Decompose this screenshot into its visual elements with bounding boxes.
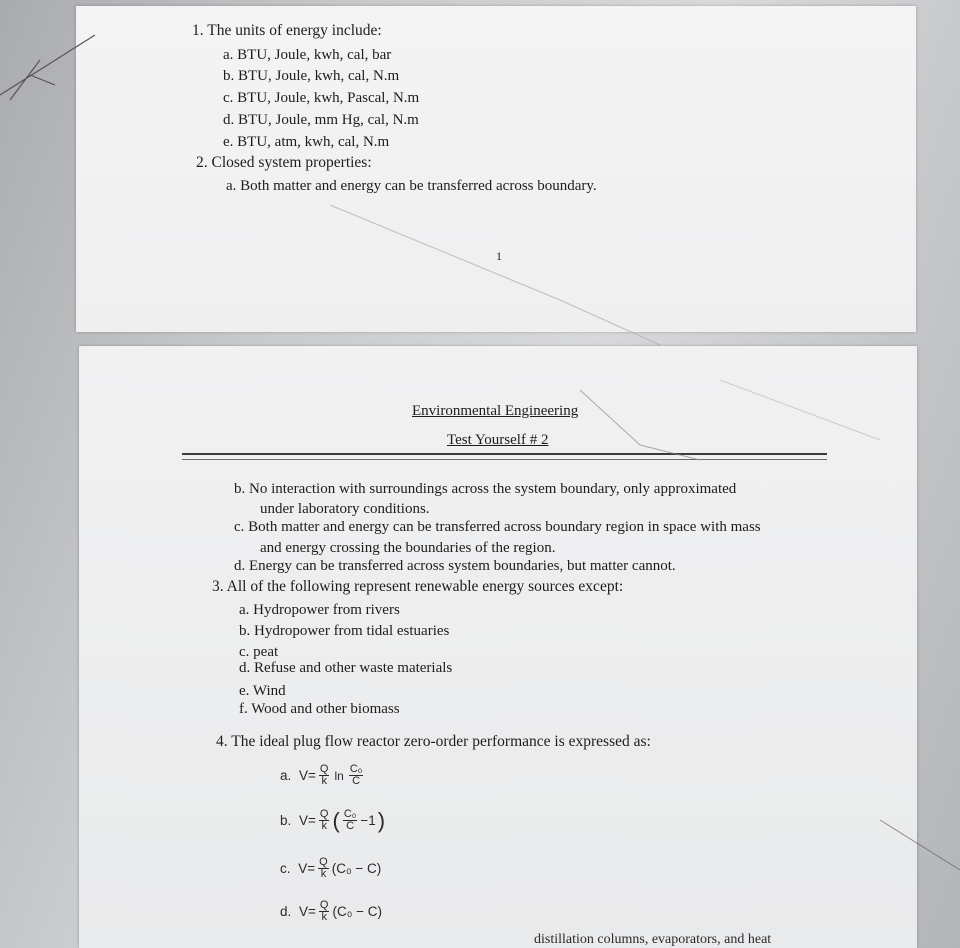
page-subtitle: Test Yourself # 2 (447, 432, 549, 448)
q3-option-a: a. Hydropower from rivers (239, 602, 400, 618)
q1-stem: 1. The units of energy include: (192, 22, 382, 39)
q3-stem: 3. All of the following represent renewable energy sources except: (212, 578, 624, 595)
header-rule-thin (182, 459, 827, 460)
q3-option-e: e. Wind (239, 683, 286, 699)
q3-option-c: c. peat (239, 644, 279, 660)
q2-option-d: d. Energy can be transferred across system boundaries, but matter cannot. (234, 558, 676, 574)
q1-option-c: c. BTU, Joule, kwh, Pascal, N.m (223, 90, 420, 106)
q2-stem: 2. Closed system properties: (196, 154, 372, 171)
q4-formula-b: b. V= $\frac{Q}{k}$ ( $\frac{\text{C₀}}{C}$ −1 ) (280, 807, 386, 833)
q3-option-d: d. Refuse and other waste materials (239, 660, 453, 676)
q4-formula-a: a. V= $\frac{Q}{k}$ ln $\frac{\text{C₀}}{C}$ (280, 763, 363, 787)
exam-page-1 (76, 6, 916, 332)
q2-option-b: b. No interaction with surroundings across the system boundary, only approximated (234, 481, 737, 497)
page-number: 1 (496, 249, 502, 263)
cut-off-text: distillation columns, evaporators, and heat (534, 932, 772, 947)
q2-option-b-cont: under laboratory conditions. (260, 501, 430, 517)
q4-stem: 4. The ideal plug flow reactor zero-order performance is expressed as: (216, 733, 651, 750)
q1-option-a: a. BTU, Joule, kwh, cal, bar (223, 47, 392, 63)
header-rule-thick (182, 453, 827, 455)
q3-option-b: b. Hydropower from tidal estuaries (239, 623, 450, 639)
q1-option-e: e. BTU, atm, kwh, cal, N.m (223, 134, 390, 150)
q4-formula-c: c. V= $\frac{Q}{k}$ (C₀ − C) (280, 856, 382, 880)
q1-option-d: d. BTU, Joule, mm Hg, cal, N.m (223, 112, 419, 128)
q2-option-c: c. Both matter and energy can be transferred across boundary region in space with mass (234, 519, 761, 535)
page-title: Environmental Engineering (412, 403, 579, 419)
q2-option-c-cont: and energy crossing the boundaries of the region. (260, 540, 556, 556)
q3-option-f: f. Wood and other biomass (239, 701, 400, 717)
exam-page-2 (79, 346, 917, 948)
q1-option-b: b. BTU, Joule, kwh, cal, N.m (223, 68, 400, 84)
q4-formula-d: d. V= $\frac{Q}{k}$ (C₀ − C) (280, 899, 382, 923)
q2-option-a: a. Both matter and energy can be transferred across boundary. (226, 178, 597, 194)
